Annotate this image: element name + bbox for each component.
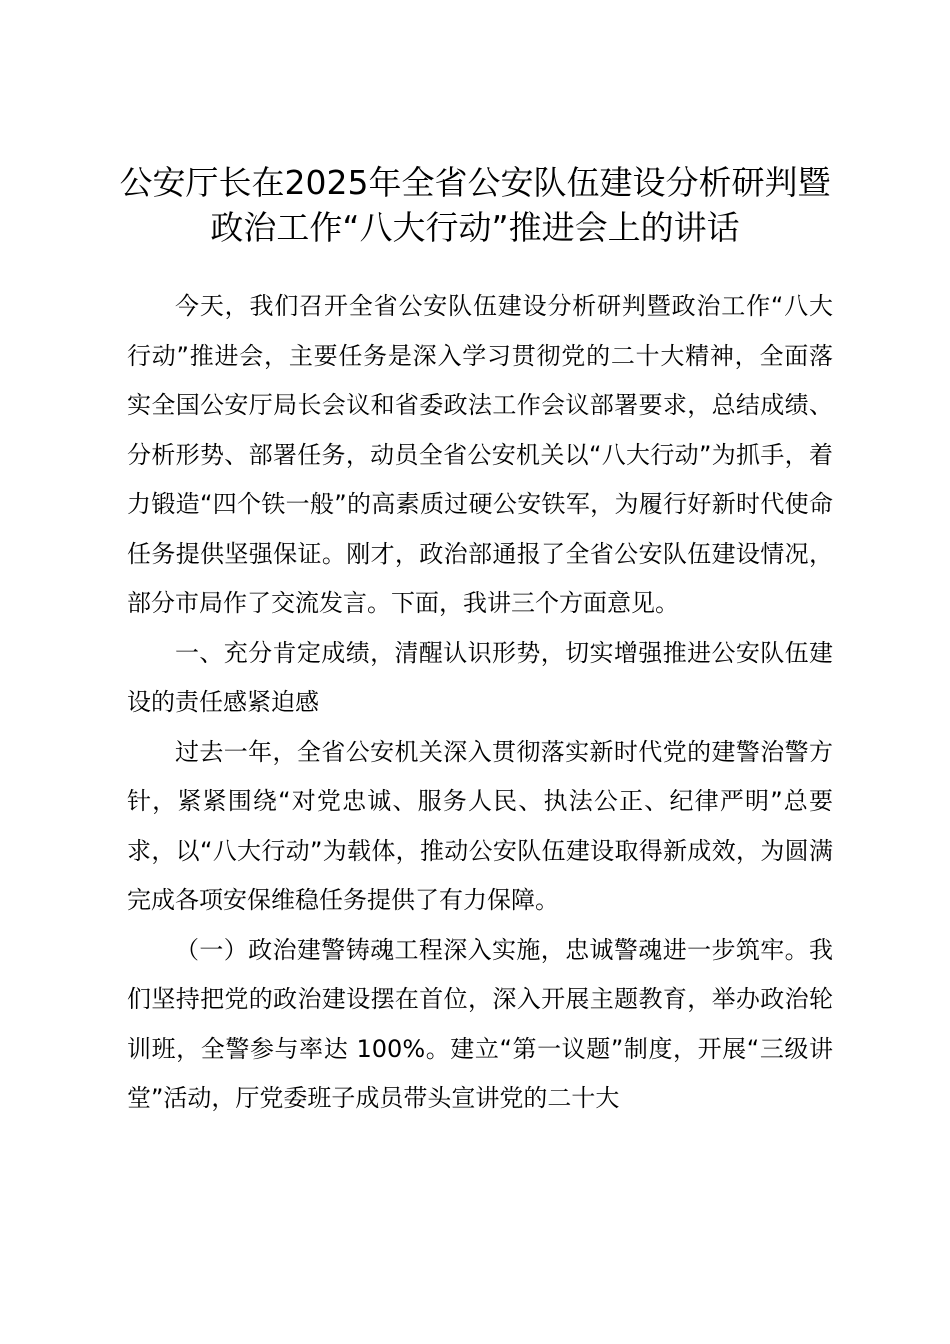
section-heading-1: 一、充分肯定成绩，清醒认识形势，切实增强推进公安队伍建设的责任感紧迫感 <box>127 638 833 716</box>
paragraph-past-year: 过去一年，全省公安机关深入贯彻落实新时代党的建警治警方针，紧紧围绕“对党忠诚、服务人民、执法公正、纪律严明”总要求，以“八大行动”为载体，推动公安队伍建设取得新成效，为圆满完成各项安保维稳任务提供了有力保障。 <box>127 737 833 914</box>
document-title: 公安厅长在2025年全省公安队伍建设分析研判暨政治工作“八大行动”推进会上的讲话 <box>119 163 831 247</box>
paragraph-intro: 今天，我们召开全省公安队伍建设分析研判暨政治工作“八大行动”推进会，主要任务是深入学习贯彻党的二十大精神，全面落实全国公安厅局长会议和省委政法工作会议部署要求，总结成绩、分析形势、部署任务，动员全省公安机关以“八大行动”为抓手，着力锻造“四个铁一般”的高素质过硬公安铁军，为履行好新时代使命任务提供坚强保证。刚才，政治部通报了全省公安队伍建设情况，部分市局作了交流发言。下面，我讲三个方面意见。 <box>127 292 833 617</box>
paragraph-subsection-1: （一）政治建警铸魂工程深入实施，忠诚警魂进一步筑牢。我们坚持把党的政治建设摆在首位，深入开展主题教育，举办政治轮训班，全警参与率达 100%。建立“第一议题”制度，开展“三级讲堂”活动，厅党委班子成员带头宣讲党的二十大 <box>127 935 833 1112</box>
document-body <box>127 282 833 1124</box>
